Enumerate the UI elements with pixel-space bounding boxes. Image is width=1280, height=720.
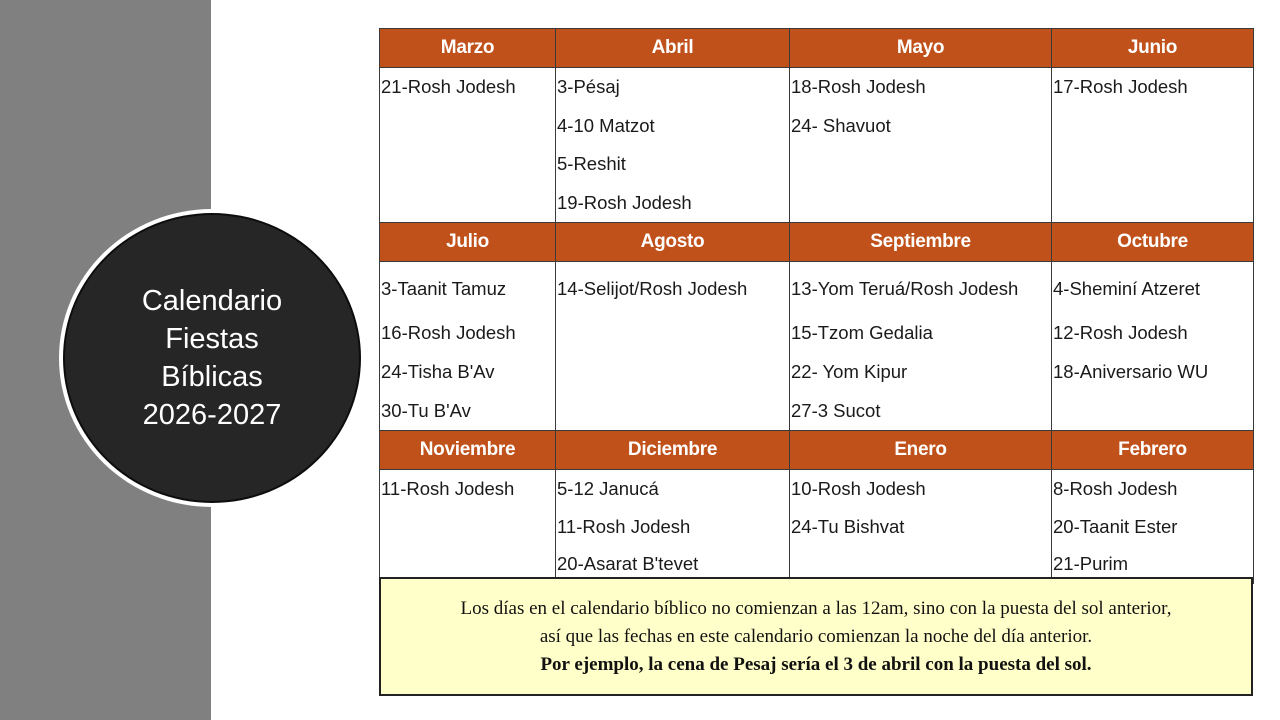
events-row bbox=[380, 262, 1254, 431]
holiday-entry: 13-Yom Teruá/Rosh Jodesh bbox=[791, 278, 1019, 299]
month-header-row bbox=[380, 223, 1254, 262]
holiday-entry: 21-Rosh Jodesh bbox=[381, 76, 516, 97]
holiday-entry: 17-Rosh Jodesh bbox=[1053, 76, 1188, 97]
month-events-cell bbox=[380, 470, 556, 584]
holiday-entry: 20-Taanit Ester bbox=[1053, 515, 1178, 537]
holiday-entry: 8-Rosh Jodesh bbox=[1053, 478, 1178, 499]
holiday-entry: 24-Tu Bishvat bbox=[791, 515, 905, 537]
holiday-entry: 3-Taanit Tamuz bbox=[381, 278, 507, 299]
holiday-entry: 18-Rosh Jodesh bbox=[791, 76, 926, 97]
title-line-3: Bíblicas bbox=[161, 361, 263, 393]
month-header: Febrero bbox=[1052, 431, 1254, 470]
holiday-entry: 4-Sheminí Atzeret bbox=[1053, 278, 1201, 299]
month-header: Enero bbox=[790, 431, 1052, 470]
note-line-2: así que las fechas en este calendario comienzan la noche del día anterior. bbox=[539, 626, 1093, 647]
holiday-calendar-table bbox=[379, 28, 1254, 584]
holiday-entry: 19-Rosh Jodesh bbox=[557, 191, 692, 213]
calendar-title bbox=[112, 282, 312, 434]
title-line-1: Calendario bbox=[141, 285, 283, 317]
holiday-entry: 10-Rosh Jodesh bbox=[791, 478, 926, 499]
note-example: Por ejemplo, la cena de Pesaj sería el 3 de abril con la puesta del sol. bbox=[540, 654, 1092, 675]
holiday-entry: 4-10 Matzot bbox=[557, 114, 655, 136]
month-events-cell bbox=[1052, 470, 1254, 584]
holiday-entry: 5-Reshit bbox=[557, 153, 626, 174]
holiday-entry: 14-Selijot/Rosh Jodesh bbox=[557, 278, 748, 299]
month-events-cell bbox=[556, 262, 790, 431]
holiday-entry: 11-Rosh Jodesh bbox=[381, 478, 515, 499]
note-line-1: Los días en el calendario bíblico no comienzan a las 12am, sino con la puesta del sol anterior, bbox=[460, 598, 1172, 619]
month-events-cell bbox=[1052, 68, 1254, 223]
holiday-entry: 16-Rosh Jodesh bbox=[381, 322, 516, 343]
month-header: Agosto bbox=[556, 223, 790, 262]
month-header: Mayo bbox=[790, 29, 1052, 68]
title-line-4: 2026-2027 bbox=[142, 399, 282, 431]
calendar-note bbox=[379, 577, 1253, 696]
month-header: Junio bbox=[1052, 29, 1254, 68]
month-header: Abril bbox=[556, 29, 790, 68]
holiday-entry: 30-Tu B'Av bbox=[381, 400, 471, 421]
month-events-cell bbox=[380, 262, 556, 431]
title-line-2: Fiestas bbox=[165, 323, 259, 355]
title-badge bbox=[63, 213, 361, 503]
month-header: Noviembre bbox=[380, 431, 556, 470]
holiday-entry: 21-Purim bbox=[1053, 553, 1129, 574]
month-events-cell bbox=[380, 68, 556, 223]
holiday-entry: 11-Rosh Jodesh bbox=[557, 515, 691, 537]
month-header: Marzo bbox=[380, 29, 556, 68]
month-header: Diciembre bbox=[556, 431, 790, 470]
holiday-entry: 27-3 Sucot bbox=[791, 400, 881, 421]
month-events-cell bbox=[790, 68, 1052, 223]
holiday-entry: 15-Tzom Gedalia bbox=[791, 322, 933, 343]
month-events-cell bbox=[1052, 262, 1254, 431]
month-events-cell bbox=[790, 470, 1052, 584]
events-row bbox=[380, 470, 1254, 584]
month-events-cell bbox=[556, 68, 790, 223]
holiday-entry: 3-Pésaj bbox=[557, 76, 620, 97]
month-header: Septiembre bbox=[790, 223, 1052, 262]
holiday-entry: 18-Aniversario WU bbox=[1053, 361, 1209, 382]
month-events-cell bbox=[790, 262, 1052, 431]
month-header-row bbox=[380, 29, 1254, 68]
holiday-entry: 20-Asarat B'tevet bbox=[557, 553, 699, 574]
month-header-row bbox=[380, 431, 1254, 470]
month-header: Octubre bbox=[1052, 223, 1254, 262]
holiday-entry: 5-12 Janucá bbox=[557, 478, 659, 499]
holiday-entry: 24- Shavuot bbox=[791, 114, 891, 136]
events-row bbox=[380, 68, 1254, 223]
month-events-cell bbox=[556, 470, 790, 584]
holiday-entry: 12-Rosh Jodesh bbox=[1053, 322, 1188, 343]
holiday-entry: 24-Tisha B'Av bbox=[381, 361, 495, 382]
holiday-entry: 22- Yom Kipur bbox=[791, 361, 908, 382]
month-header: Julio bbox=[380, 223, 556, 262]
